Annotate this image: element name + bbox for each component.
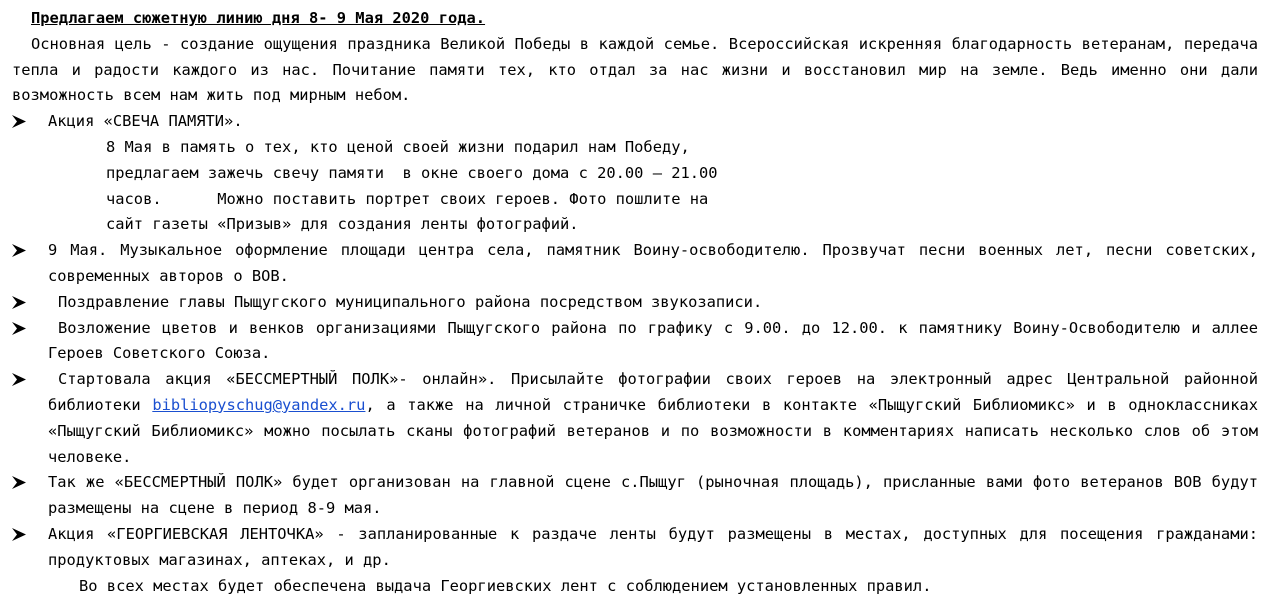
- list-item-regiment: [0, 367, 1280, 470]
- greeting-text: Поздравление главы Пыщугского муниципального района посредством звукозаписи.: [58, 292, 763, 311]
- arrow-bullet-icon: [12, 470, 30, 489]
- candle-heading: Акция «СВЕЧА ПАМЯТИ».: [48, 112, 243, 131]
- list-item-may9: [0, 238, 1280, 290]
- arrow-bullet-icon: [12, 238, 30, 257]
- regiment-text-continued: , а также на личной страничке библиотеки в контакте «Пыщугский Библиомикс» и в одноклассниках «Пыщугский Библиомикс» можно посылать сканы фотографий ветеранов и по возможности в комментариях написать несколько слов об этом человеке.: [48, 395, 1259, 466]
- arrow-bullet-icon: [12, 316, 30, 335]
- stage-text: Так же «БЕССМЕРТНЫЙ ПОЛК» будет организован на главной сцене с.Пыщуг (рыночная площадь), присланные вами фото ветеранов ВОВ будут размещены на сцене в период 8-9 мая.: [48, 473, 1258, 518]
- arrow-bullet-icon: [12, 109, 30, 128]
- document-title: Предлагаем сюжетную линию дня 8- 9 Мая 2020 года.: [31, 9, 486, 27]
- candle-line: часов. Можно поставить портрет своих героев. Фото пошлите на: [106, 189, 709, 208]
- list-item-candle: [0, 109, 1280, 135]
- list-item-flowers: [0, 316, 1280, 368]
- regiment-text: Стартовала акция «БЕССМЕРТНЫЙ ПОЛК»- онлайн». Присылайте фотографии своих героев на электронный адрес Центральной районной библиотеки: [48, 370, 1258, 414]
- email-link[interactable]: bibliopyschug@yandex.ru: [152, 395, 366, 414]
- candle-line: сайт газеты «Призыв» для создания ленты фотографий.: [106, 215, 579, 234]
- list-item-stage: [0, 470, 1280, 522]
- candle-line: предлагаем зажечь свечу памяти в окне своего дома с 20.00 – 21.00: [106, 163, 718, 182]
- may9-text: 9 Мая. Музыкальное оформление площади центра села, памятник Воину-освободителю. Прозвучат песни военных лет, песни советских, современных авторов о ВОВ.: [48, 241, 1258, 285]
- arrow-bullet-icon: [12, 522, 30, 541]
- ribbon-text: Акция «ГЕОРГИЕВСКАЯ ЛЕНТОЧКА» - запланированные к раздаче ленты будут размещены в местах, доступных для посещения гражданами: продуктовых магазинах, аптеках, и др.: [48, 524, 1258, 569]
- document: [0, 6, 1280, 599]
- candle-line: 8 Мая в память о тех, кто ценой своей жизни подарил нам Победу,: [106, 137, 690, 156]
- intro-paragraph: Основная цель - создание ощущения праздника Великой Победы в каждой семье. Всероссийская искренняя благодарность ветеранам, передача тепла и радости каждого из нас. Почитание памяти тех, кто отдал за нас жизни и восстановил мир на земле. Ведь именно они дали возможность всем нам жить под мирным небом.: [12, 34, 1258, 105]
- arrow-bullet-icon: [12, 290, 30, 309]
- list-item-ribbon: [0, 522, 1280, 574]
- closing-paragraph: Во всех местах будет обеспечена выдача Георгиевских лент с соблюдением установленных правил.: [79, 576, 932, 595]
- arrow-bullet-icon: [12, 367, 30, 386]
- flowers-text: Возложение цветов и венков организациями Пыщугского района по графику с 9.00. до 12.00. к памятнику Воину-Освободителю и аллее Героев Советского Союза.: [48, 318, 1258, 363]
- list-item-greeting: [0, 290, 1280, 316]
